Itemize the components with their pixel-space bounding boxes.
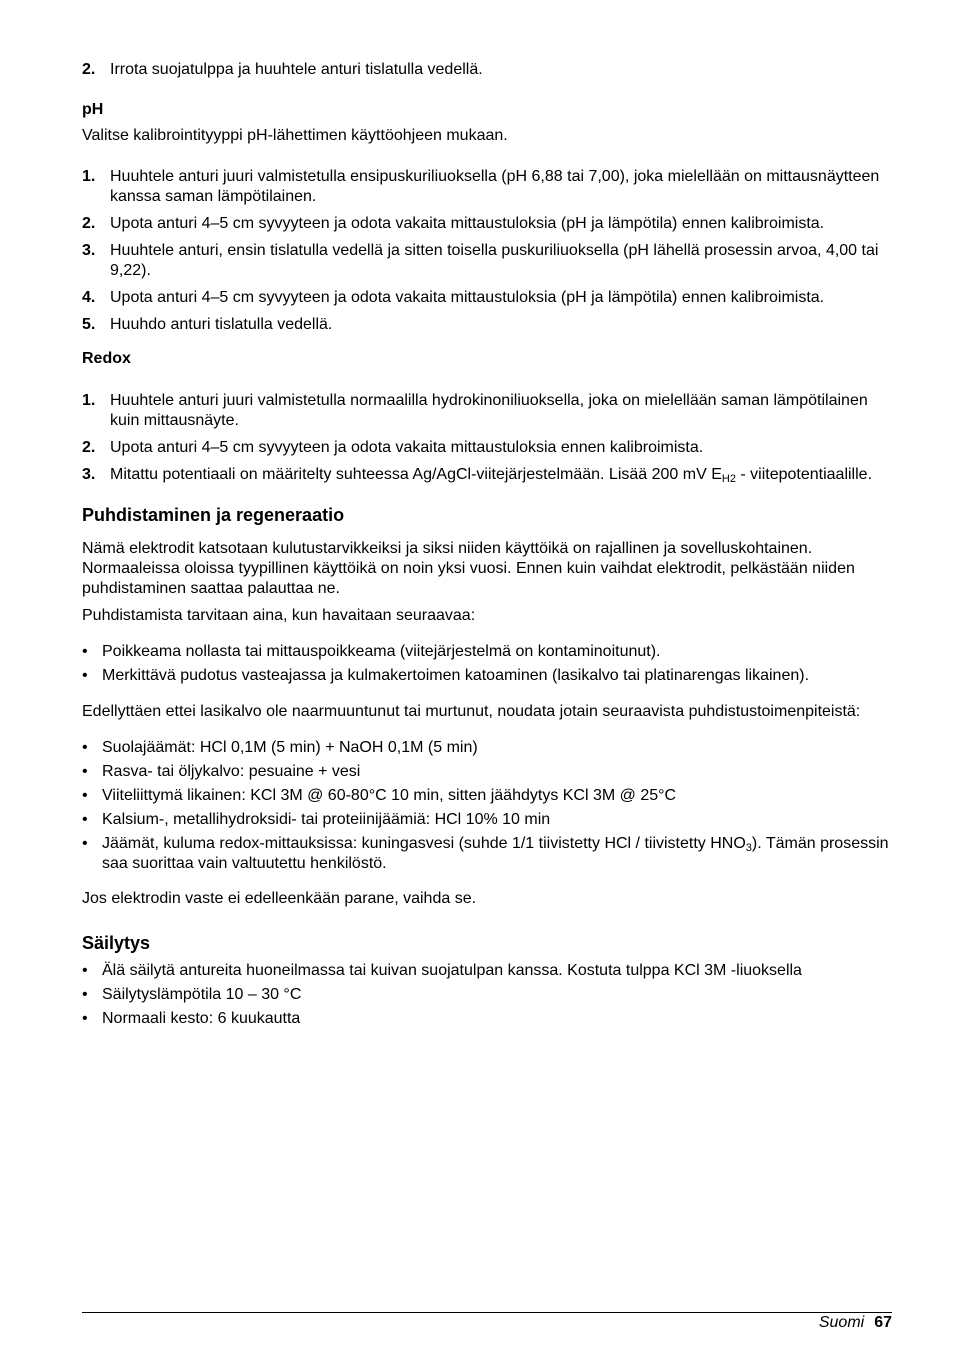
- list-item: • Kalsium-, metallihydroksidi- tai proteiinijäämiä: HCl 10% 10 min: [82, 811, 551, 828]
- ph-intro: Valitse kalibrointityyppi pH-lähettimen käyttöohjeen mukaan.: [82, 127, 508, 144]
- list-item: • Säilytyslämpötila 10 – 30 °C: [82, 986, 302, 1003]
- list-item: 3. Huuhtele anturi, ensin tislatulla vedellä ja sitten toisella puskuriliuoksella (pH lähellä prosessin arvoa, 4,00 tai 9,22).: [82, 242, 879, 279]
- list-item: • Merkittävä pudotus vasteajassa ja kulmakertoimen katoaminen (lasikalvo tai platinarengas likainen).: [82, 667, 810, 684]
- footer-language: Suomi: [818, 1314, 865, 1331]
- list-item: • Älä säilytä antureita huoneilmassa tai kuivan suojatulpan kanssa. Kostuta tulppa KCl 3M -liuoksella: [82, 962, 802, 979]
- list-item: 2. Upota anturi 4–5 cm syvyyteen ja odota vakaita mittaustuloksia (pH ja lämpötila) ennen kalibroimista.: [82, 215, 825, 232]
- redox-heading: Redox: [82, 350, 131, 367]
- list-item: 2. Upota anturi 4–5 cm syvyyteen ja odota vakaita mittaustuloksia ennen kalibroimista.: [82, 439, 704, 456]
- redox-steps: [82, 391, 894, 485]
- ph-steps: [82, 167, 894, 335]
- footer-divider: [82, 1312, 892, 1313]
- list-item: 2. Irrota suojatulppa ja huuhtele anturi tislatulla vedellä.: [82, 61, 483, 78]
- list-item: • Viiteliittymä likainen: KCl 3M @ 60-80°C 10 min, sitten jäähdytys KCl 3M @ 25°C: [82, 787, 677, 804]
- ph-heading: pH: [82, 101, 104, 118]
- cleaning-paragraph: Jos elektrodin vaste ei edelleenkään parane, vaihda se.: [82, 890, 477, 907]
- list-item: • Poikkeama nollasta tai mittauspoikkeama (viitejärjestelmä on kontaminoitunut).: [82, 643, 661, 660]
- storage-bullets: [82, 961, 894, 1029]
- page-footer: [819, 1313, 892, 1333]
- page-number: 67: [874, 1314, 892, 1331]
- list-item: 3. Mitattu potentiaali on määritelty suhteessa Ag/AgCl-viitejärjestelmään. Lisää 200 mV $E_{H2}$ - viitepotentiaalille.: [82, 466, 873, 485]
- list-item: 1. Huuhtele anturi juuri valmistetulla normaalilla hydrokinoniliuoksella, joka on mielellään saman lämpötilainen kuin mittausnäyte.: [82, 392, 868, 429]
- list-item: • Jäämät, kuluma redox-mittauksissa: kuningasvesi (suhde 1/1 tiivistetty HCl / tiivistetty $HNO_3$). Tämän prosessin saa suorittaa vain valtuutettu henkilöstö.: [82, 835, 889, 872]
- document-page: [82, 60, 894, 1033]
- cleaning-heading: Puhdistaminen ja regeneraatio: [82, 505, 345, 525]
- cleaning-paragraph: Puhdistamista tarvitaan aina, kun havaitaan seuraavaa:: [82, 607, 476, 624]
- cleaning-bullets-2: [82, 738, 894, 874]
- cleaning-bullets-1: [82, 642, 894, 686]
- step-list-top: [82, 60, 894, 80]
- storage-heading: Säilytys: [82, 933, 151, 953]
- cleaning-paragraph: Edellyttäen ettei lasikalvo ole naarmuuntunut tai murtunut, noudata jotain seuraavista puhdistustoimenpiteistä:: [82, 703, 861, 720]
- list-item: 4. Upota anturi 4–5 cm syvyyteen ja odota vakaita mittaustuloksia (pH ja lämpötila) ennen kalibroimista.: [82, 289, 825, 306]
- list-item: • Normaali kesto: 6 kuukautta: [82, 1010, 301, 1027]
- list-item: • Rasva- tai öljykalvo: pesuaine + vesi: [82, 763, 361, 780]
- list-item: • Suolajäämät: HCl 0,1M (5 min) + NaOH 0,1M (5 min): [82, 739, 478, 756]
- list-item: 5. Huuhdo anturi tislatulla vedellä.: [82, 316, 333, 333]
- list-item: 1. Huuhtele anturi juuri valmistetulla ensipuskuriliuoksella (pH 6,88 tai 7,00), joka mielellään on mittausnäytteen kanssa saman lämpötilainen.: [82, 168, 880, 205]
- cleaning-paragraph: Nämä elektrodit katsotaan kulutustarvikkeiksi ja siksi niiden käyttöikä on rajallinen ja sovelluskohtainen. Normaaleissa oloissa tyypillinen käyttöikä on noin yksi vuosi. Ennen kuin vaihdat elektrodit, pelkästään niiden puhdistaminen saattaa palauttaa ne.: [82, 540, 855, 597]
